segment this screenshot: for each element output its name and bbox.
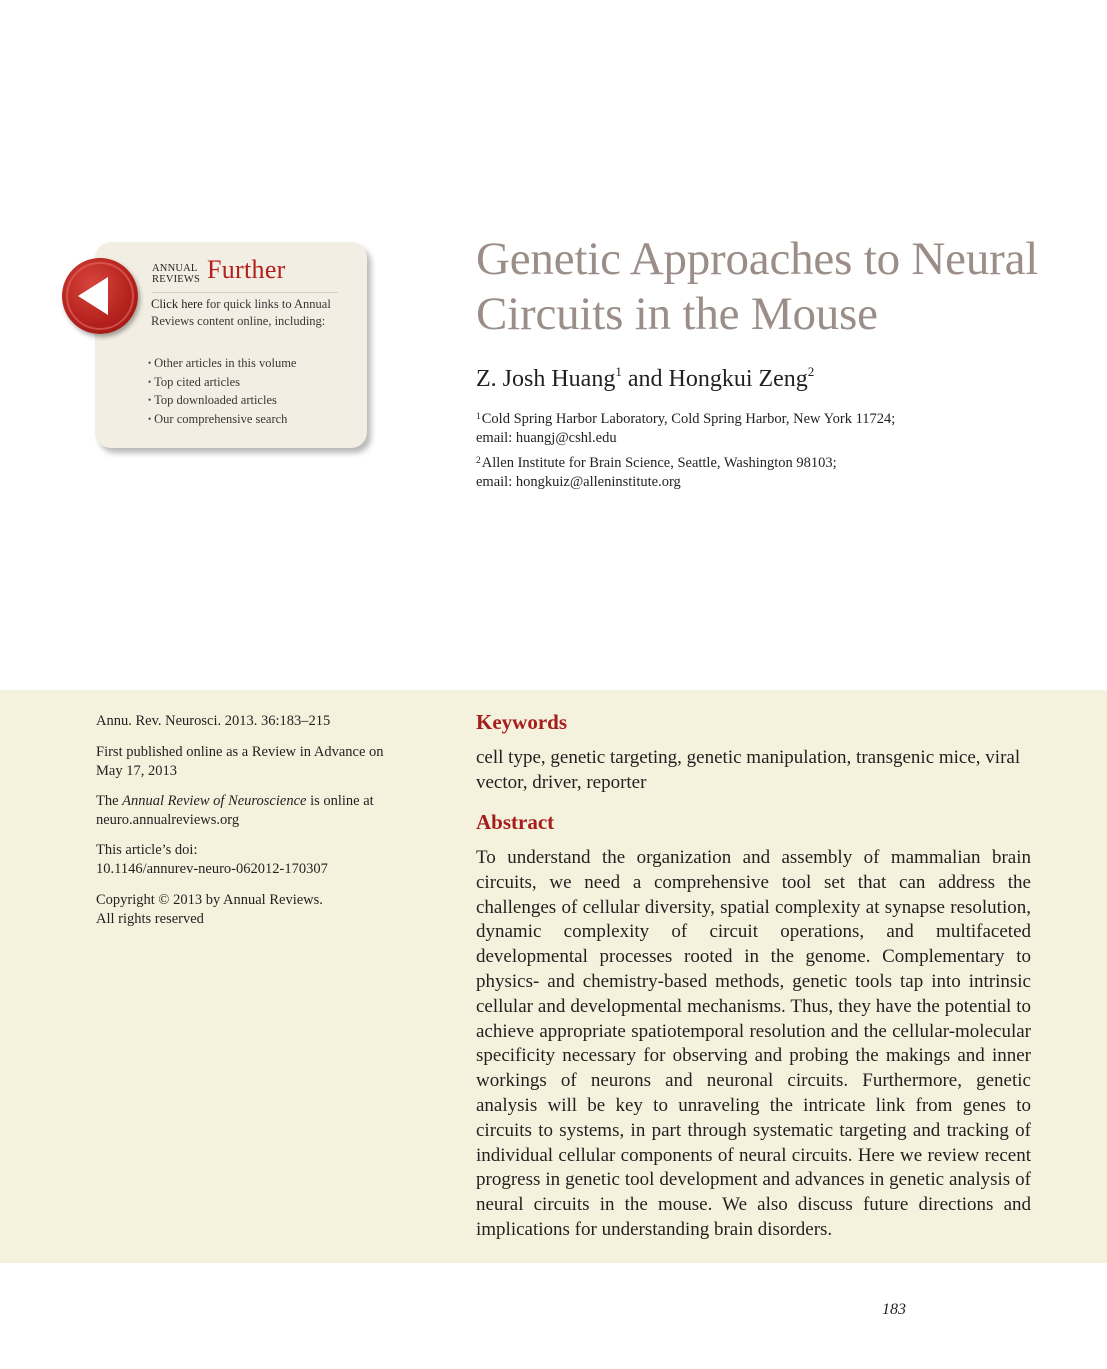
author-2: Hongkui Zeng <box>668 366 808 392</box>
page-number: 183 <box>882 1301 906 1318</box>
affiliation-1-sup: 1 <box>476 412 481 422</box>
click-here-link[interactable]: Click here <box>151 297 203 311</box>
citation: Annu. Rev. Neurosci. 2013. 36:183–215 <box>96 713 331 729</box>
further-link-top-cited[interactable]: • Top cited articles <box>148 374 296 393</box>
further-intro-text: for quick links to Annual Reviews content online, including: <box>151 297 331 328</box>
affiliation-2-sup: 2 <box>476 456 481 466</box>
doi-info <box>96 841 426 879</box>
author-and: and <box>621 366 669 392</box>
doi-label: This article’s doi: <box>96 842 198 858</box>
affiliation-2-line1: Allen Institute for Brain Science, Seattle, Washington 98103; <box>481 455 837 471</box>
left-arrow-icon[interactable] <box>62 258 138 334</box>
affiliation-1-line1: Cold Spring Harbor Laboratory, Cold Spring Harbor, New York 11724; <box>481 411 896 427</box>
affiliation-2 <box>476 454 837 492</box>
affiliation-2-email[interactable]: email: hongkuiz@alleninstitute.org <box>476 474 681 490</box>
keywords-text: cell type, genetic targeting, genetic manipulation, transgenic mice, viral vector, driver, reporter <box>476 747 1021 793</box>
journal-name: Annual Review of Neuroscience <box>122 793 307 809</box>
further-link-search[interactable]: • Our comprehensive search <box>148 411 296 430</box>
journal-pre: The <box>96 793 123 809</box>
journal-info <box>96 792 426 830</box>
copyright-info <box>96 891 426 929</box>
keywords-heading: Keywords <box>476 710 567 734</box>
copyright-line1: Copyright © 2013 by Annual Reviews. <box>96 892 323 908</box>
logo-line-reviews: REVIEWS <box>152 274 201 285</box>
affiliation-1-email[interactable]: email: huangj@cshl.edu <box>476 430 617 446</box>
published-line2: May 17, 2013 <box>96 763 177 779</box>
abstract-text: To understand the organization and assembly of mammalian brain circuits, we need a comprehensive tool set that can address the challenges of cellular diversity, spatial complexity at synapse resolution, dynamic complexity of circuit operations, and multifaceted developmental processes rooted in the genome. Complementary to physics- and chemistry-based methods, genetic tools tap into intrinsic cellular and developmental mechanisms. Thus, they have the potential to achieve appropriate spatiotemporal resolution and the cellular-molecular specificity necessary for observing and probing the makings and inner workings of neurons and neuronal circuits. Furthermore, genetic analysis will be key to unraveling the intricate link from genes to circuits to systems, in part through systematic targeting and tracking of individual cellular components of neural circuits. Here we review recent progress in genetic tool development and advances in genetic analysis of neural circuits in the mouse. We also discuss future directions and implications for understanding brain disorders. <box>476 847 1031 1240</box>
further-links-list <box>148 355 296 429</box>
further-link-other-articles[interactable]: • Other articles in this volume <box>148 355 296 374</box>
author-1-sup: 1 <box>615 364 622 379</box>
author-2-sup: 2 <box>807 364 815 379</box>
published-info <box>96 743 426 781</box>
abstract-heading: Abstract <box>476 810 555 834</box>
author-1: Z. Josh Huang <box>476 366 616 392</box>
annual-reviews-logo <box>152 263 200 285</box>
journal-post: is online at <box>306 793 374 809</box>
journal-url[interactable]: neuro.annualreviews.org <box>96 812 240 828</box>
published-line1: First published online as a Review in Advance on <box>96 744 384 760</box>
further-divider <box>152 292 338 293</box>
copyright-line2: All rights reserved <box>96 911 204 927</box>
further-intro <box>151 296 351 330</box>
affiliation-1 <box>476 410 895 448</box>
logo-line-annual: ANNUAL <box>152 263 198 274</box>
doi-value[interactable]: 10.1146/annurev-neuro-062012-170307 <box>96 861 328 877</box>
authors <box>476 366 814 393</box>
article-title: Genetic Approaches to Neural Circuits in the Mouse <box>476 233 1039 340</box>
further-link-top-downloaded[interactable]: • Top downloaded articles <box>148 392 296 411</box>
further-label: Further <box>207 255 286 284</box>
